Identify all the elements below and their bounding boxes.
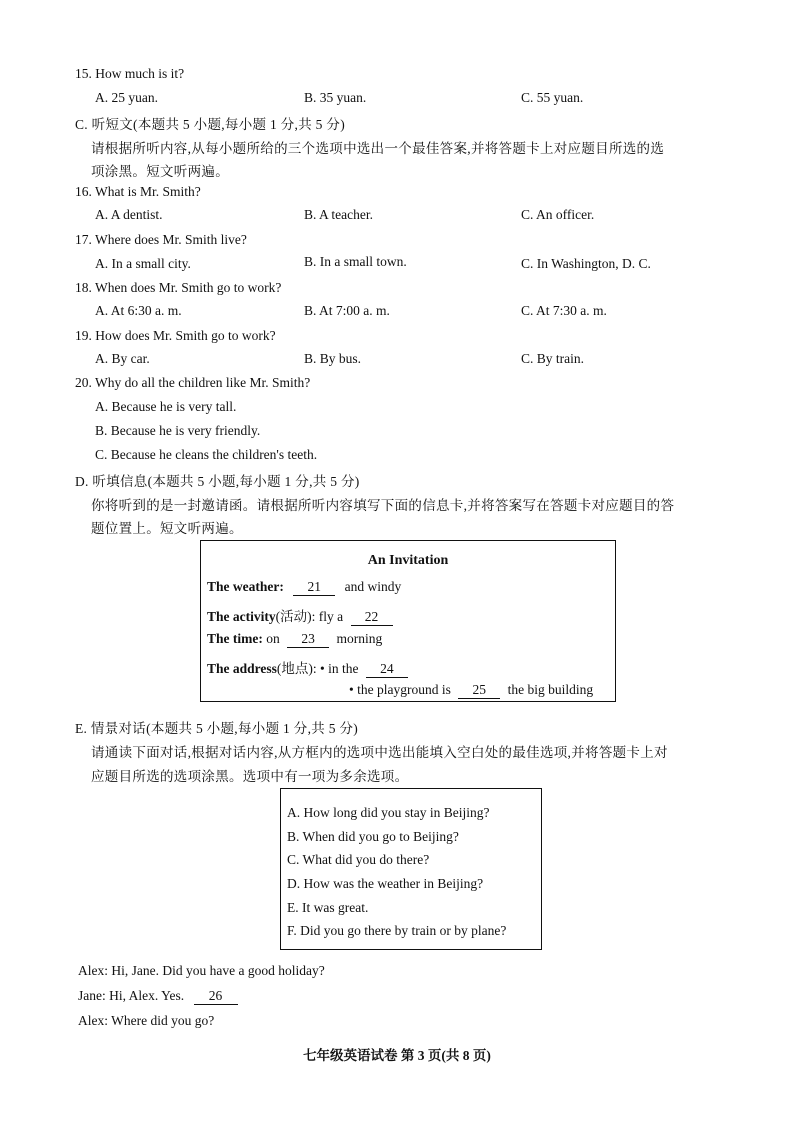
option-17c: C. In Washington, D. C. [521,256,651,271]
section-d-heading: D. 听填信息(本题共 5 小题,每小题 1 分,共 5 分) [75,474,360,489]
blank-26: 26 [194,988,238,1005]
activity-text: fly a [318,609,344,624]
weather-row [207,579,401,596]
blank-25: 25 [458,682,500,699]
weather-after: and windy [344,579,402,594]
section-c-heading: C. 听短文(本题共 5 小题,每小题 1 分,共 5 分) [75,117,345,132]
option-e-d: D. How was the weather in Beijing? [287,876,484,891]
address-line2-text: • the playground is [349,682,451,697]
option-19c: C. By train. [521,351,584,366]
section-e-instruction-2: 应题目所选的选项涂黑。选项中有一项为多余选项。 [91,769,409,784]
address-zh: (地点): [276,661,317,676]
option-19b: B. By bus. [304,351,362,366]
option-16a: A. A dentist. [95,207,163,222]
option-e-f: F. Did you go there by train or by plane? [287,923,507,938]
option-e-e: E. It was great. [287,900,369,915]
blank-21: 21 [293,579,335,596]
dialogue-line-1: Alex: Hi, Jane. Did you have a good holiday? [78,963,325,978]
time-after: morning [336,631,383,646]
section-d-instruction-2: 题位置上。短文听两遍。 [91,521,243,536]
option-15a: A. 25 yuan. [95,90,158,105]
dialogue-line-2 [78,988,238,1005]
option-20a: A. Because he is very tall. [95,399,237,414]
dialogue-line-2-text: Jane: Hi, Alex. Yes. [78,988,185,1003]
address-row-1 [207,657,408,678]
section-d-instruction-1: 你将听到的是一封邀请函。请根据所听内容填写下面的信息卡,并将答案写在答题卡对应题目的答 [91,498,675,513]
question-19: 19. How does Mr. Smith go to work? [75,328,276,343]
option-19a: A. By car. [95,351,150,366]
time-label: The time: [207,631,263,646]
option-15c: C. 55 yuan. [521,90,584,105]
dialogue-line-3: Alex: Where did you go? [78,1013,215,1028]
option-17a: A. In a small city. [95,256,191,271]
time-row [207,631,382,648]
address-line1-text: • in the [320,661,359,676]
time-text: on [266,631,280,646]
blank-22: 22 [351,609,393,626]
address-label: The address [207,661,277,676]
options-box [280,788,542,950]
page-footer: 七年级英语试卷 第 3 页(共 8 页) [303,1048,491,1063]
option-18b: B. At 7:00 a. m. [304,303,390,318]
question-15: 15. How much is it? [75,66,185,81]
invitation-title: An Invitation [367,553,449,568]
section-e-instruction-1: 请通读下面对话,根据对话内容,从方框内的选项中选出能填入空白处的最佳选项,并将答题卡上对 [91,745,668,760]
option-20c: C. Because he cleans the children's teeth. [95,447,318,462]
option-18a: A. At 6:30 a. m. [95,303,182,318]
activity-row [207,605,393,626]
question-17: 17. Where does Mr. Smith live? [75,232,247,247]
blank-23: 23 [287,631,329,648]
option-e-b: B. When did you go to Beijing? [287,829,459,844]
option-16c: C. An officer. [521,207,595,222]
blank-24: 24 [366,661,408,678]
option-e-a: A. How long did you stay in Beijing? [287,805,490,820]
weather-label: The weather: [207,579,284,594]
option-16b: B. A teacher. [304,207,373,222]
address-row-2 [349,682,593,699]
activity-zh: (活动): [275,609,316,624]
address-line2-after: the big building [507,682,594,697]
section-e-heading: E. 情景对话(本题共 5 小题,每小题 1 分,共 5 分) [75,721,359,736]
option-17b: B. In a small town. [304,254,407,269]
section-c-instruction-1: 请根据所听内容,从每小题所给的三个选项中选出一个最佳答案,并将答题卡上对应题目所选的选 [91,141,665,156]
option-18c: C. At 7:30 a. m. [521,303,607,318]
option-e-c: C. What did you do there? [287,852,430,867]
invitation-card [200,540,616,702]
question-16: 16. What is Mr. Smith? [75,184,201,199]
question-20: 20. Why do all the children like Mr. Smith? [75,375,311,390]
section-c-instruction-2: 项涂黑。短文听两遍。 [91,164,229,179]
question-18: 18. When does Mr. Smith go to work? [75,280,282,295]
activity-label: The activity [207,609,276,624]
option-20b: B. Because he is very friendly. [95,423,261,438]
option-15b: B. 35 yuan. [304,90,367,105]
